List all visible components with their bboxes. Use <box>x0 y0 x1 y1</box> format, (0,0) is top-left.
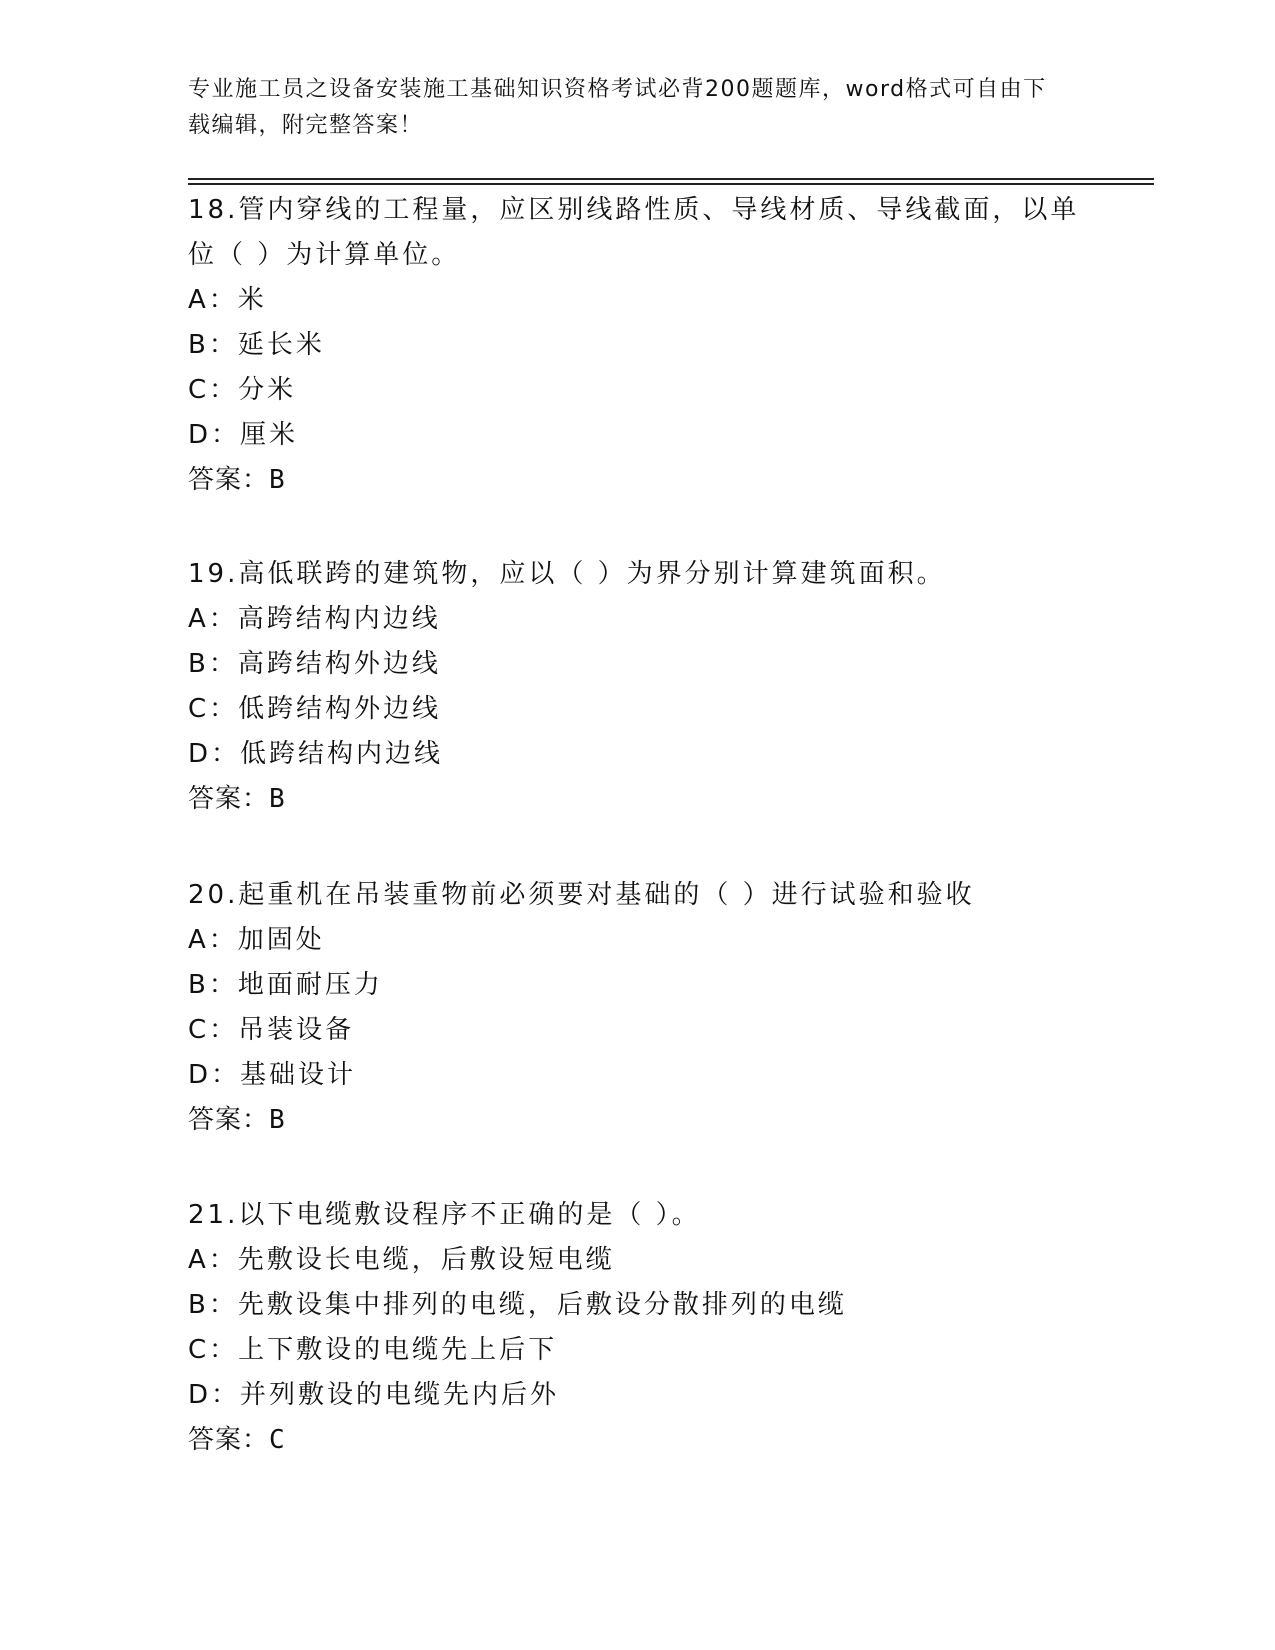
question-stem: 19.高低联跨的建筑物，应以（ ）为界分别计算建筑面积。 <box>188 559 946 589</box>
option-d: D：基础设计 <box>188 1060 357 1090</box>
answer-value: B <box>269 784 286 814</box>
question-20 <box>188 873 1088 1143</box>
option-d: D：并列敷设的电缆先内后外 <box>188 1380 560 1410</box>
option-b: B：高跨结构外边线 <box>188 649 441 679</box>
header-divider-bottom <box>188 183 1154 185</box>
question-stem: 20.起重机在吊装重物前必须要对基础的（ ）进行试验和验收 <box>188 880 975 910</box>
option-b: B：地面耐压力 <box>188 970 383 1000</box>
answer-label: 答案： <box>188 465 270 495</box>
option-c: C：吊装设备 <box>188 1015 355 1045</box>
question-21 <box>188 1193 1088 1463</box>
option-c: C：上下敷设的电缆先上后下 <box>188 1335 558 1365</box>
option-a: A：米 <box>188 285 267 315</box>
answer-line <box>188 1098 1088 1143</box>
option-a: A：先敷设长电缆，后敷设短电缆 <box>188 1245 615 1275</box>
answer-value: B <box>269 465 286 495</box>
header-divider-top <box>188 178 1154 180</box>
answer-label: 答案： <box>188 1105 270 1135</box>
answer-value: B <box>269 1105 286 1135</box>
option-c: C：分米 <box>188 375 297 405</box>
question-stem: 18.管内穿线的工程量，应区别线路性质、导线材质、导线截面，以单位（ ）为计算单位。 <box>188 195 1080 270</box>
question-stem: 21.以下电缆敷设程序不正确的是（ ）。 <box>188 1200 701 1230</box>
option-a: A：加固处 <box>188 925 325 955</box>
question-18 <box>188 188 1088 503</box>
answer-line <box>188 458 1088 503</box>
option-a: A：高跨结构内边线 <box>188 604 441 634</box>
option-b: B：延长米 <box>188 330 325 360</box>
document-header: 专业施工员之设备安装施工基础知识资格考试必背200题题库，word格式可自由下载编辑，附完整答案！ <box>188 77 1047 138</box>
option-d: D：低跨结构内边线 <box>188 739 444 769</box>
answer-line <box>188 777 1088 822</box>
answer-label: 答案： <box>188 784 270 814</box>
answer-value: C <box>269 1425 286 1455</box>
option-c: C：低跨结构外边线 <box>188 694 442 724</box>
option-b: B：先敷设集中排列的电缆，后敷设分散排列的电缆 <box>188 1290 847 1320</box>
answer-label: 答案： <box>188 1425 270 1455</box>
option-d: D：厘米 <box>188 420 299 450</box>
question-19 <box>188 552 1088 822</box>
answer-line <box>188 1418 1088 1463</box>
